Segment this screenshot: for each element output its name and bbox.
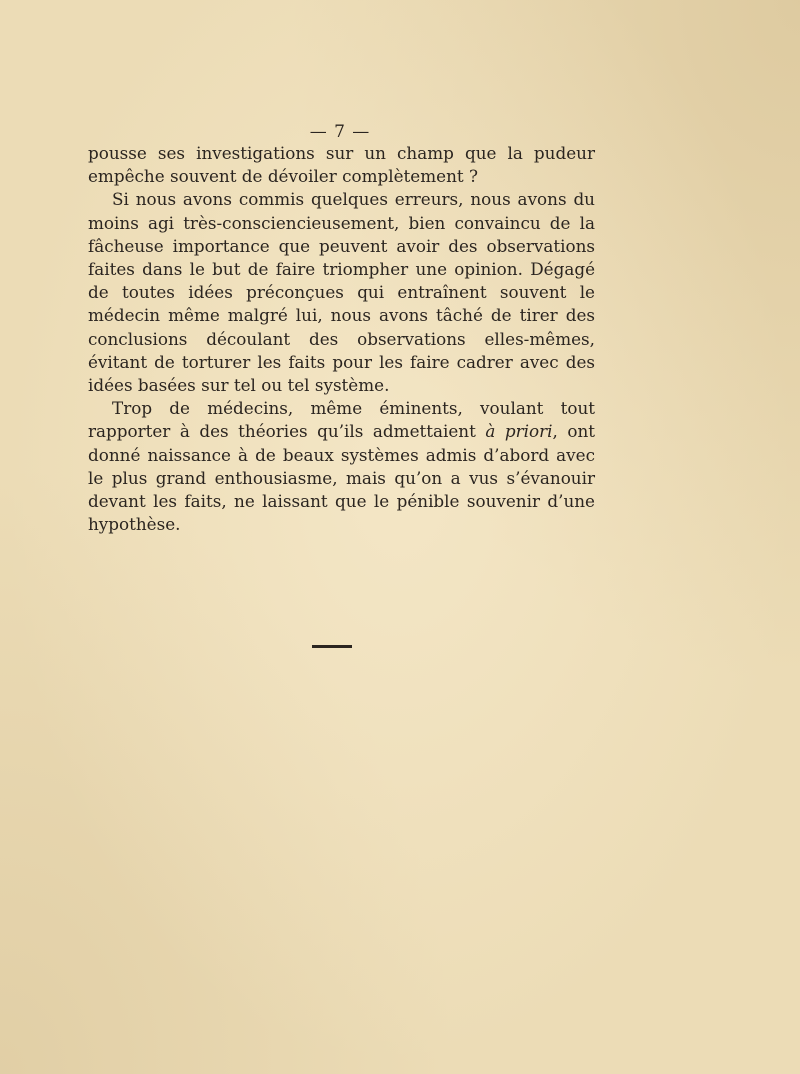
paragraph-1-text: pousse ses investigations sur un champ que la pudeur empêche souvent de dévoiler complètement ? xyxy=(88,143,595,187)
paragraph-3 xyxy=(88,397,595,536)
paragraph-1 xyxy=(88,142,595,188)
end-rule-divider xyxy=(312,645,352,648)
paragraph-3-text-a: Trop de médecins, même éminents, voulant tout rapporter à des théories qu’ils admettaient xyxy=(88,398,595,442)
paragraph-3-italic-phrase: à priori xyxy=(485,421,553,442)
paragraph-2 xyxy=(88,188,595,397)
paragraph-3-text-b: , ont donné naissance à de beaux systèmes admis d’abord avec le plus grand enthousiasme, mais qu’on a vus s’évanouir devant les faits, ne laissant que le pénible souvenir d’une hypothèse. xyxy=(88,421,595,535)
paragraph-2-text: Si nous avons commis quelques erreurs, nous avons du moins agi très-consciencieusement, bien convaincu de la fâcheuse importance que peuvent avoir des observations faites dans le but de faire triompher une opinion. Dégagé de toutes idées préconçues qui entraînent souvent le médecin même malgré lui, nous avons tâché de tirer des conclusions découlant des observations elles-mêmes, évitant de torturer les faits pour les faire cadrer avec des idées basées sur tel ou tel système. xyxy=(88,189,595,396)
body-text xyxy=(88,142,595,536)
page-number: — 7 — xyxy=(309,122,371,142)
